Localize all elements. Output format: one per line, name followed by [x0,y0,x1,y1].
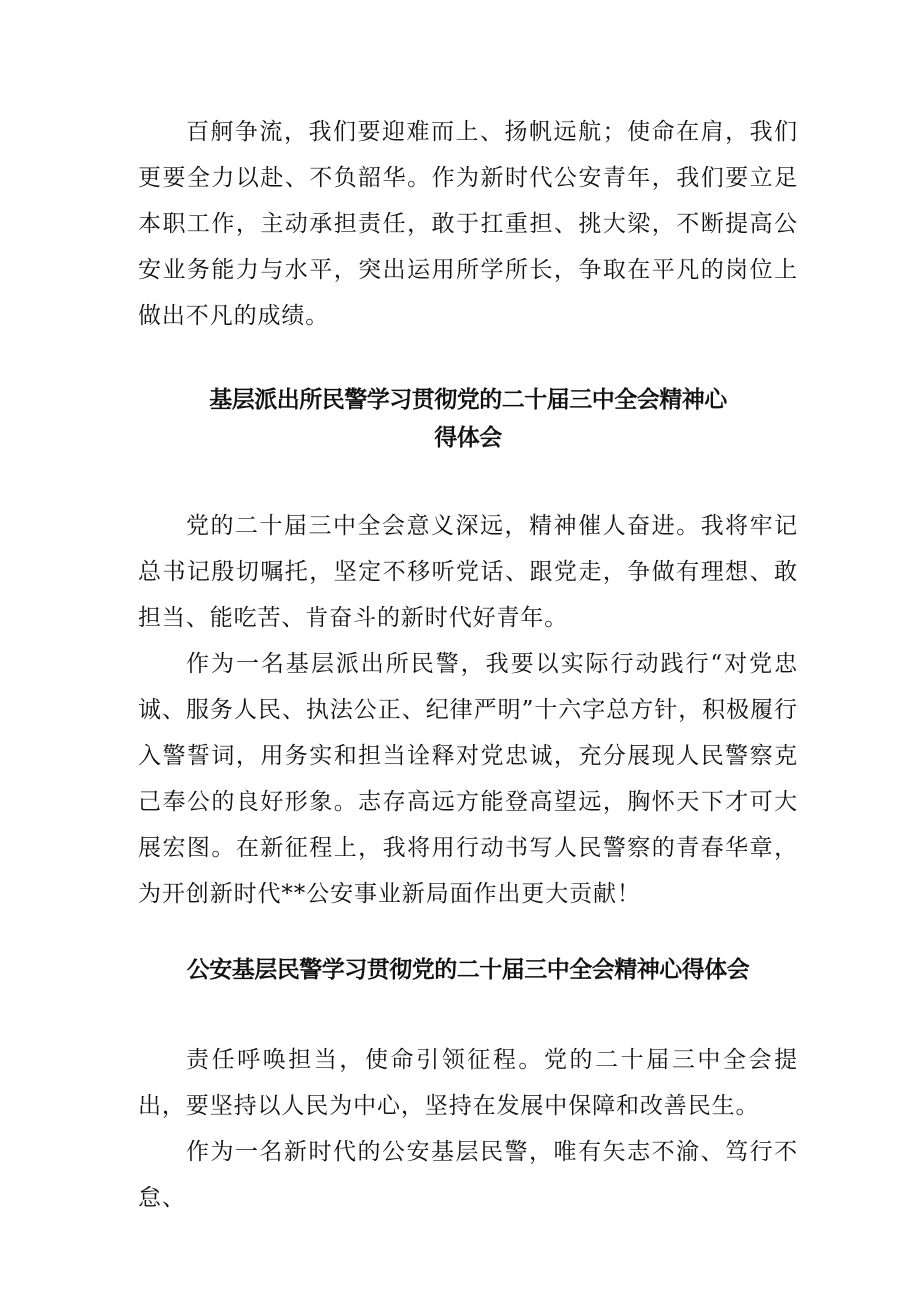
paragraph-section1-2: 作为一名基层派出所民警，我要以实际行动践行“对党忠诚、服务人民、执法公正、纪律严明”十六字总方针，积极履行入警誓词，用务实和担当诠释对党忠诚，充分展现人民警察克己奉公的良好形象。志存高远方能登高望远，胸怀天下才可大展宏图。在新征程上，我将用行动书写人民警察的青春华章，为开创新时代**公安事业新局面作出更大贡献！ [138,651,798,907]
paragraph-section1-1: 党的二十届三中全会意义深远，精神催人奋进。我将牢记总书记殷切嘱托，坚定不移听党话、跟党走，争做有理想、敢担当、能吃苦、肯奋斗的新时代好青年。 [138,513,798,631]
paragraph-section2-2: 作为一名新时代的公安基层民警，唯有矢志不渝、笃行不怠、 [138,1139,798,1211]
section-heading-1-line1: 基层派出所民警学习贯彻党的二十届三中全会精神心 [209,387,727,413]
paragraph-section2-1: 责任呼唤担当，使命引领征程。党的二十届三中全会提出，要坚持以人民为中心，坚持在发展中保障和改善民生。 [138,1047,798,1119]
section-heading-1-line2: 得体会 [434,425,502,451]
paragraph-intro: 百舸争流，我们要迎难而上、扬帆远航；使命在肩，我们更要全力以赴、不负韶华。作为新时代公安青年，我们要立足本职工作，主动承担责任，敢于扛重担、挑大梁，不断提高公安业务能力与水平，突出运用所学所长，争取在平凡的岗位上做出不凡的成绩。 [138,119,798,329]
section-heading-1 [138,381,798,457]
section-heading-2: 公安基层民警学习贯彻党的二十届三中全会精神心得体会 [186,957,750,983]
